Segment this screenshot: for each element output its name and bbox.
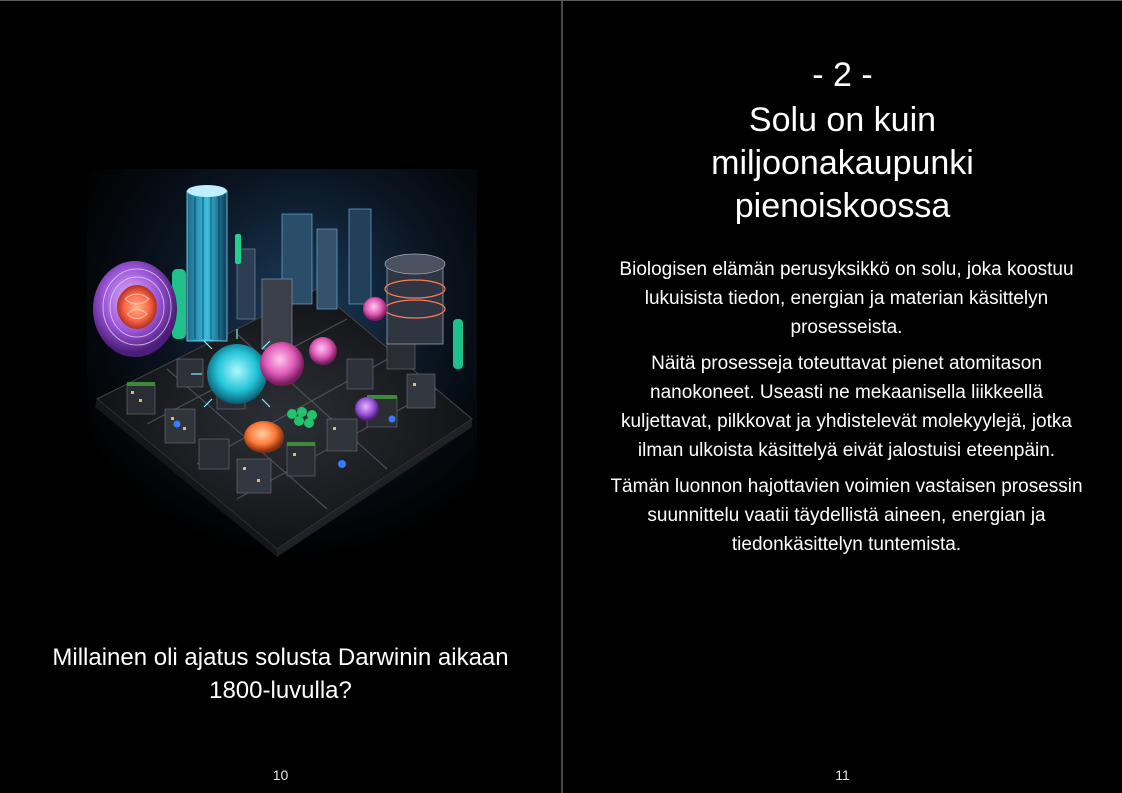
chapter-body bbox=[609, 255, 1084, 566]
paragraph: Biologisen elämän perusyksikkö on solu, joka koostuu lukuisista tiedon, energian ja materian käsittelyn prosesseista. bbox=[619, 259, 1074, 338]
right-page bbox=[563, 1, 1122, 793]
page-number-right: 11 bbox=[835, 767, 850, 783]
chapter-question: Millainen oli ajatus solusta Darwinin aikaan 1800-luvulla? bbox=[52, 644, 509, 704]
paragraph: Tämän luonnon hajottavien voimien vastaisen prosessin suunnittelu vaatii täydellistä aineen, energian ja tiedonkäsittelyn tuntemista. bbox=[610, 476, 1083, 555]
page-number-left: 10 bbox=[272, 767, 289, 783]
chapter-number: - 2 - bbox=[812, 56, 873, 94]
chapter-title: Solu on kuin miljoonakaupunki pienoiskoossa bbox=[711, 101, 974, 225]
left-page bbox=[0, 1, 561, 793]
paragraph: Näitä prosesseja toteuttavat pienet atomitason nanokoneet. Useasti ne mekaanisella liikkeellä kuljettavat, pilkkovat ja yhdistelevät molekyylejä, jotka ilman ulkoista käsittelyä eivät jalostuisi eteenpäin. bbox=[621, 353, 1072, 461]
cell-city-illustration bbox=[87, 169, 477, 559]
